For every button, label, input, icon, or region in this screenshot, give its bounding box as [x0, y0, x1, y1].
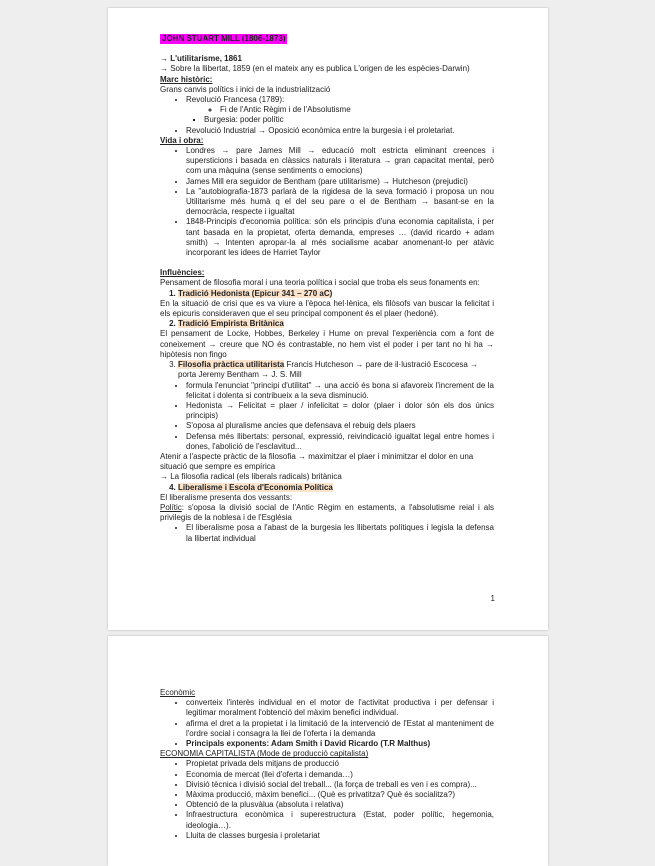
capitalista-list — [160, 759, 494, 841]
vida-list — [160, 146, 494, 258]
page-number: 1 — [490, 594, 495, 603]
list-item: • El liberalisme posa a l'abast de la burgesia les llibertats polítiques i legisla la defensa la llibertat individual — [186, 523, 494, 543]
politic-list — [160, 523, 494, 543]
list-item: • Economia de mercat (llei d'oferta i demanda…) — [186, 770, 494, 780]
list-item: • Divisió tècnica i divisió social del treball... (la força de treball es ven i es compra)... — [186, 780, 494, 790]
list-item: • 1848-Principis d'economia política: són els principis d'una economia capitalista, i per tant basada en la propietat, oferta demanda, empreses … (david ricardo + adam smith) → Intenten apropar-la al més socialisme acabar anomenant-lo per atàvic incorporant les idees de Harriet Taylor — [186, 217, 494, 258]
document-page-2 — [108, 636, 548, 866]
paragraph: → La filosofia radical (els liberals radicals) britànica — [160, 472, 342, 482]
section-heading-vida: Vida i obra: — [160, 135, 204, 145]
list-item: 3. Filosofia pràctica utilitarista Francis Hutcheson → pare de il·lustració Escocesa → porta Jeremy Bentham → J. S. Mill — [178, 360, 494, 380]
list-item: • Defensa més llibertats: personal, expressió, reivindicació igualtat legal entre homes i dones, l'abolició de l'esclavitud... — [186, 432, 494, 452]
economic-list — [160, 698, 494, 749]
paragraph: En la situació de crisi que es va viure a l'època hel·lènica, els filòsofs van buscar la felicitat i els epicuris consideraven que el seu principal component és el plaer (hedoné). — [160, 298, 494, 319]
list-item: • Lluita de classes burgesia i proletariat — [186, 831, 494, 841]
paragraph: Polític: s'oposa la divisió social de l'Antic Règim en estaments, a l'absolutisme reial i als privilegis de la noblesa i de l'Església — [160, 502, 494, 523]
work-line: → Sobre la llibertat, 1859 (en el mateix any es publica L'origen de les espècies-Darwin) — [160, 64, 470, 74]
list-item: • S'oposa al pluralisme ancies que defensava el rebuig dels plaers — [186, 421, 494, 431]
paragraph: Atenir a l'aspecte pràctic de la filosofia → maximitzar el plaer i minimitzar el dolor en una situació que sempre es empírica — [160, 451, 474, 472]
marc-intro: Grans canvis polítics i inici de la industrialització — [160, 84, 331, 94]
section-heading-marc: Marc històric: — [160, 74, 213, 84]
list-item: 2. Tradició Empirista Britànica — [178, 319, 494, 329]
list-item: • La "autobiografia-1873 parlarà de la rigidesa de la seva formació i proposa un nou Utilitarisme més humà q el del seu pare o el de Bentham → basant-se en la democràcia, respecte i igualtat — [186, 187, 494, 218]
list-item: ▪ Burgesia: poder polític — [204, 115, 494, 125]
list-item: 1. Tradició Hedonista (Epicur 341 – 270 aC) — [178, 289, 494, 299]
work-line: → L'utilitarisme, 1861 — [160, 54, 242, 64]
marc-list — [160, 95, 494, 136]
section-heading-economic: Econòmic — [160, 688, 196, 697]
influencies-list-4 — [160, 483, 494, 493]
list-item: • Principals exponents: Adam Smith i David Ricardo (T.R Malthus) — [186, 739, 494, 749]
list-item: • afirma el dret a la propietat i la limitació de la intervenció de l'Estat al manteniment de l'ordre social i consagra la llei de l'oferta i la demanda — [186, 719, 494, 739]
list-item: ◦ Fi de l'Antic Règim i de l'Absolutisme — [220, 105, 494, 115]
document-page-1 — [108, 8, 548, 630]
section-heading-capitalista: ECONOMIA CAPITALISTA (Mode de producció capitalista) — [160, 749, 369, 759]
page-2-content — [160, 688, 494, 841]
influencies-list-2 — [160, 319, 494, 329]
document-title: JOHN STUART MILL (1806-1873) — [162, 34, 286, 43]
influencies-list-1 — [160, 289, 494, 299]
list-item: • Obtenció de la plusvàlua (absoluta i relativa) — [186, 800, 494, 810]
list-item: • Revolució Industrial → Oposició econòmica entre la burgesia i el proletariat. — [186, 126, 494, 136]
utilitarisme-list — [160, 381, 494, 452]
list-item: • Infraestructura econòmica i superestructura (Estat, poder polític, hegemonia, ideologia…). — [186, 810, 494, 830]
paragraph: El pensament de Locke, Hobbes, Berkeley i Hume on preval l'experiència com a font de coneixement → creure que NO és contrastable, no hem vist el poder i per tant no hi ha → hipòtesis non fingo — [160, 329, 494, 359]
list-item: • formula l'enunciat "principi d'utilitat" → una acció és bona si afavoreix l'increment de la felicitat i dolenta si contribueix a la seva disminució. — [186, 381, 494, 401]
list-item: 4. Liberalisme i Escola d'Economia Política — [178, 483, 494, 493]
list-item: • Propietat privada dels mitjans de producció — [186, 759, 494, 769]
list-item: • James Mill era seguidor de Bentham (pare utilitarisme) → Hutcheson (prejudici) — [186, 177, 494, 187]
section-heading-influencies: Influències: — [160, 268, 205, 278]
list-item: • converteix l'interès individual en el motor de l'activitat productiva i per defensar i legitimar moralment l'obtenció del màxim benefici individual. — [186, 698, 494, 718]
list-item: • Revolució Francesa (1789): ◦ Fi de l'Antic Règim i de l'Absolutisme ▪ Burgesia: poder polític — [186, 95, 494, 126]
influencies-intro: Pensament de filosofia moral i una teoria política i social que troba els seus fonaments en: — [160, 278, 480, 288]
list-item: • Màxima producció, màxim benefici... (Què es privatitza? Què és socialitza?) — [186, 790, 494, 800]
page-1-content — [160, 34, 494, 544]
list-item: • Londres → pare James Mill → educació molt estricta eliminant creences i supersticions i basada en clàssics naturals i literatura → gran capacitat mental, però com una màquina (sense sentiments o emocions) — [186, 146, 494, 177]
list-item: • Hedonista → Felicitat = plaer / infelicitat = dolor (plaer i dolor són els dos únics principis) — [186, 401, 494, 421]
paragraph: El liberalisme presenta dos vessants: — [160, 492, 293, 502]
influencies-list-3 — [160, 360, 494, 380]
